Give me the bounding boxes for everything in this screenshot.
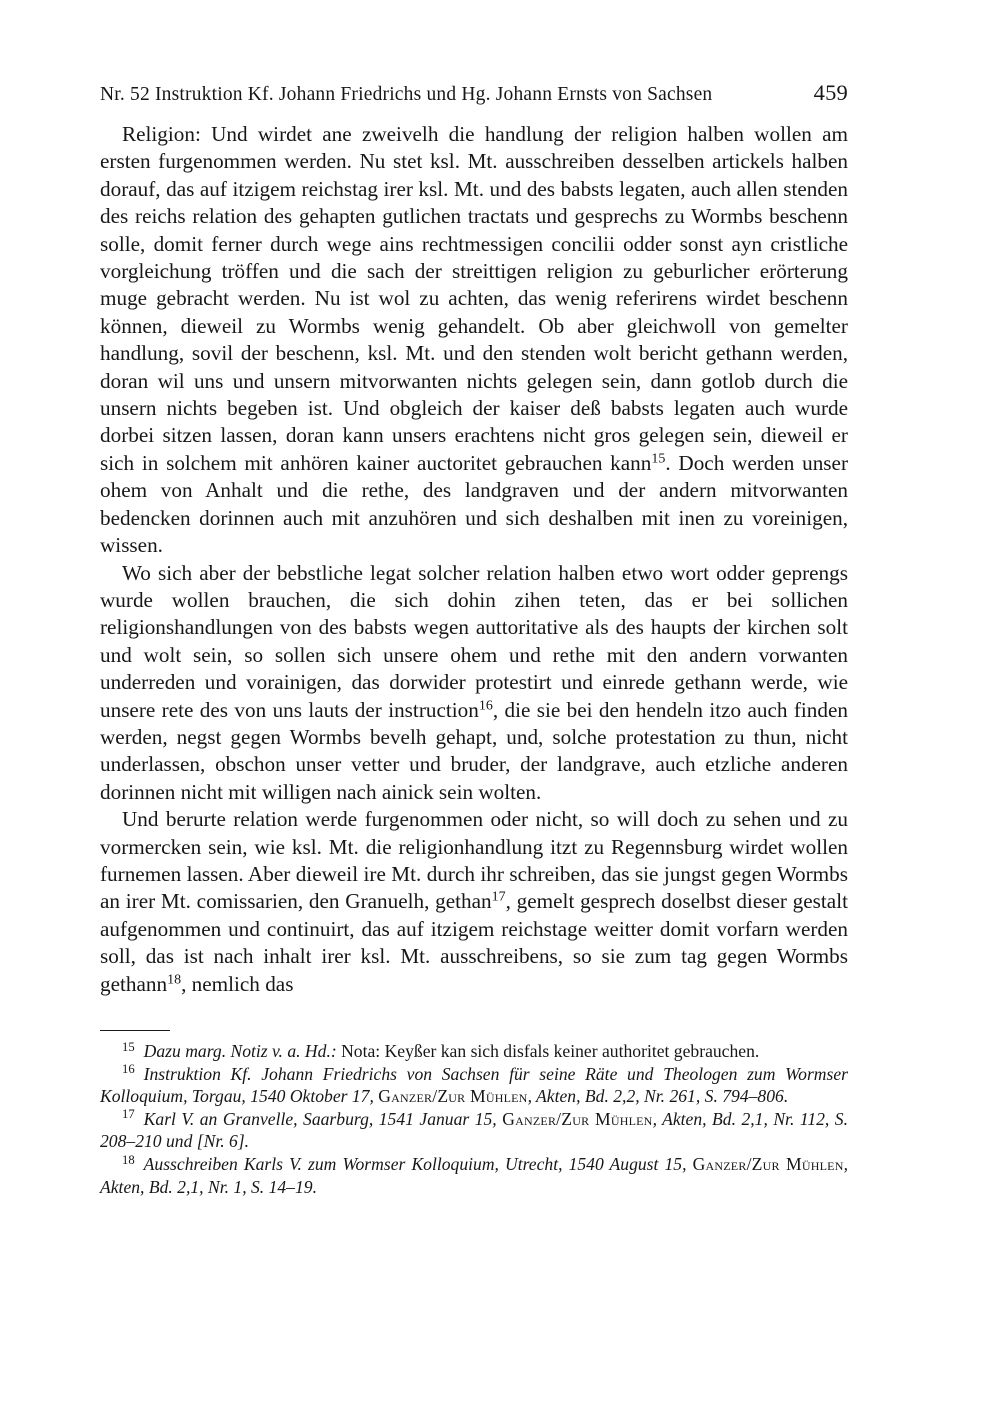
footnote-15 [100, 1040, 848, 1063]
footnote-reference-17[interactable]: 17 [491, 890, 506, 906]
para-berurte: Und berurte relation werde furgenommen oder nicht, so will doch zu sehen und zu vormercken sein, wie ksl. Mt. die religionhandlung itzt zu Regennsburg wirdet wollen furnemen lassen. Aber dieweil ire Mt. durch ihr schreiben, das sie jungst gegen Wormbs an irer Mt. comissarien, den Granuelh, gethan$^{17}$, gemelt gesprech doselbst dieser gestalt aufgenommen und continuirt, das auf itzigem reichstage weitter domit vorfarn werden soll, das ist nach inhalt irer ksl. Mt. ausschreibens, so sie zum tag gegen Wormbs gethann$^{18}$, nemlich das [100, 807, 848, 996]
para-religion: Religion: Und wirdet ane zweivelh die handlung der religion halben wollen am ersten furgenommen werden. Nu stet ksl. Mt. ausschreiben desselben artickels halben dorauf, das auf itzigem reichstag irer ksl. Mt. und des babsts legaten, auch allen stenden des reichs relation des gehapten gutlichen tractats und gesprechs zu Wormbs beschenn solle, domit ferner durch wege ains rechtmessigen concilii odder sonst ayn cristliche vorgleichung tröffen und die sach der streittigen religion zu geburlicher erörterung muge gebracht werden. Nu ist wol zu achten, das wenig referirens wirdet beschenn können, dieweil zu Wormbs wenig gehandelt. Ob aber gleichwoll von gemelter handlung, sovil der beschenn, ksl. Mt. und den stenden wolt bericht gethann werden, doran wil uns und unsern mitvorwanten nichts gelegen sein, dann gotlob durch die unsern nichts begeben ist. Und obgleich der kaiser deß babsts legaten auch wurde dorbei sitzen lassen, doran kann unsers erachtens nicht gros gelegen sein, dieweil er sich in solchem mit anhören kainer auctoritet gebrauchen kann$^{15}$. Doch werden unser ohem von Anhalt und die rethe, des landgraven und der andern mitvorwanten bedencken dorinnen auch mit anzuhören und sich deshalben mit inen zu voreinigen, wissen. [100, 122, 849, 558]
footnote-number-17: 17 [122, 1107, 135, 1122]
footnote-separator-rule [100, 1030, 170, 1031]
page-number: 459 [813, 80, 848, 105]
footnote-number-15: 15 [122, 1039, 135, 1054]
footnote-segment-italic: , Akten, Bd. 2,2, Nr. 261, S. 794–806. [527, 1086, 789, 1107]
footnote-number-16: 16 [122, 1062, 135, 1077]
footnote-segment-italic: Instruktion Kf. Johann Friedrichs von Sachsen für seine Räte und Theologen zum Wormser Kolloquium, Torgau, 1540 Oktober 17, [100, 1063, 848, 1107]
footnote-number-18: 18 [122, 1152, 135, 1167]
footnote-segment-italic: Ausschreiben Karls V. zum Wormser Kolloquium, Utrecht, 1540 August 15, [143, 1153, 693, 1174]
footnote-segment-roman: Nota: Keyßer kan sich disfals keiner authoritet gebrauchen. [336, 1041, 760, 1061]
running-head [100, 80, 848, 106]
footnote-17 [100, 1108, 848, 1153]
running-head-title: Nr. 52 Instruktion Kf. Johann Friedrichs und Hg. Johann Ernsts von Sachsen [100, 84, 713, 105]
footnote-segment-smallcaps: Ganzer/Zur Mühlen [378, 1086, 528, 1107]
footnote-reference-15[interactable]: 15 [651, 451, 666, 467]
footnote-18 [100, 1153, 848, 1198]
footnote-segment-smallcaps: Ganzer/Zur Mühlen [692, 1153, 844, 1174]
footnote-segment-italic: Karl V. an Granvelle, Saarburg, 1541 Januar 15, [143, 1108, 503, 1129]
footnote-apparatus [100, 1030, 848, 1198]
footnote-16 [100, 1063, 848, 1108]
body-text [100, 121, 848, 998]
footnote-segment-italic: , Akten, Bd. 2,1, Nr. 1, S. 14–19. [100, 1153, 848, 1197]
footnote-segment-italic: , Akten, Bd. 2,1, Nr. 112, S. 208–210 und [Nr. 6]. [100, 1108, 848, 1152]
footnote-segment-smallcaps: Ganzer/Zur Mühlen [502, 1108, 653, 1129]
footnote-segment-italic: Dazu marg. Notiz v. a. Hd.: [143, 1041, 337, 1061]
footnote-reference-18[interactable]: 18 [167, 972, 182, 988]
para-legat: Wo sich aber der bebstliche legat solcher relation halben etwo wort odder geprengs wurde wollen brauchen, die sich dohin zihen teten, das er bei sollichen religionshandlungen von des babsts wegen auttoritative als des haupts der kirchen solt und wolt sein, so sollen sich unsere ohem und rethe mit den andern vorwanten underreden und vorainigen, das dorwider protestirt und einrede gethann werde, wie unsere rete des von uns lauts der instruction$^{16}$, die sie bei den hendeln itzo auch finden werden, negst gegen Wormbs bevelh gehapt, und, solche protestation zu thun, nicht underlassen, obschon unser vetter und bruder, der landgrave, auch etzliche anderen dorinnen nicht mit willigen nach ainick sein wolten. [100, 560, 848, 804]
footnote-list [100, 1040, 848, 1198]
footnote-reference-16[interactable]: 16 [478, 698, 493, 714]
